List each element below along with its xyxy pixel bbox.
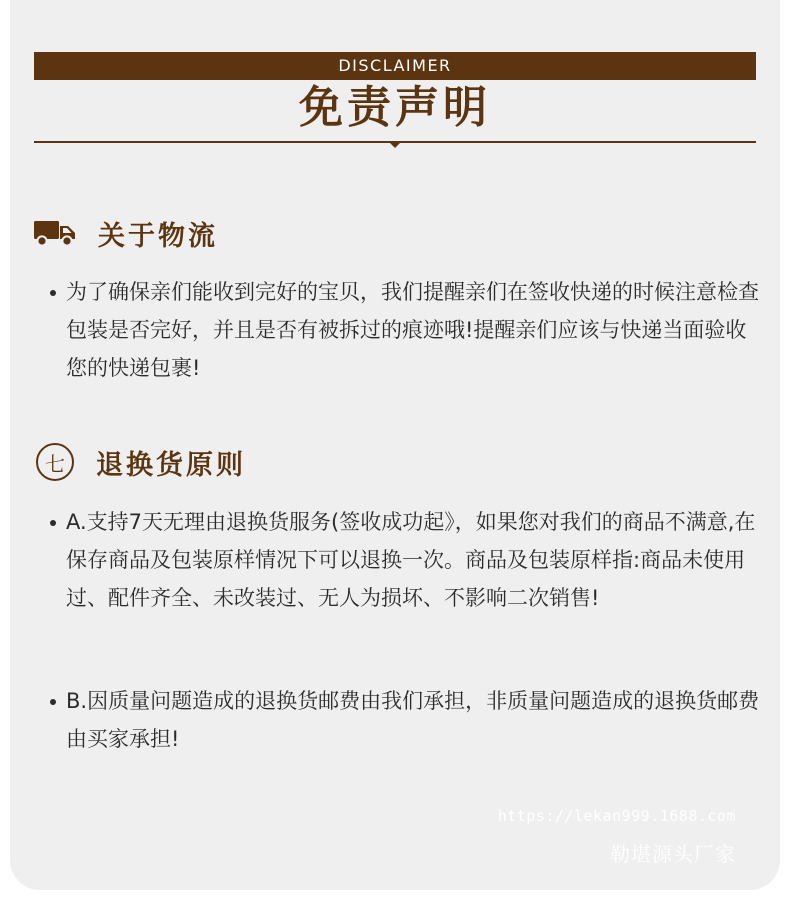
section-title-logistics: 关于物流 <box>98 220 218 252</box>
bullet-dot-icon <box>50 290 56 296</box>
section-heading-returns <box>34 441 246 483</box>
disclaimer-banner: DISCLAIMER <box>34 52 756 80</box>
paragraph-text: 为了确保亲们能收到完好的宝贝，我们提醒亲们在签收快递的时候注意检查包装是否完好，并且是否有被拆过的痕迹哦!提醒亲们应该与快递当面验收您的快递包裹! <box>66 280 759 380</box>
watermark-url: https://lekan999.1688.com <box>497 807 736 825</box>
truck-icon <box>34 218 76 248</box>
section-title-returns: 退换货原则 <box>96 449 246 481</box>
watermark-shop-name: 勒堪源头厂家 <box>610 842 736 866</box>
paragraph-text: B.因质量问题造成的退换货邮费由我们承担，非质量问题造成的退换货邮费由买家承担! <box>66 689 760 751</box>
page-title: 免责声明 <box>299 82 491 133</box>
paragraph-returns-b <box>50 682 762 758</box>
paragraph-logistics <box>50 273 762 387</box>
disclaimer-card <box>10 0 780 890</box>
paragraph-returns-a <box>50 503 762 617</box>
bullet-dot-icon <box>50 699 56 705</box>
paragraph-text: A.支持7天无理由退换货服务(签收成功起》，如果您对我们的商品不满意,在保存商品及包装原样情况下可以退换一次。商品及包装原样指:商品未使用过、配件齐全、未改装过、无人为损坏、不影响二次销售! <box>66 510 756 610</box>
section-heading-logistics <box>34 212 218 254</box>
circled-seven-icon: 七 <box>36 443 74 481</box>
bullet-dot-icon <box>50 520 56 526</box>
divider-arrow-icon <box>390 143 400 148</box>
